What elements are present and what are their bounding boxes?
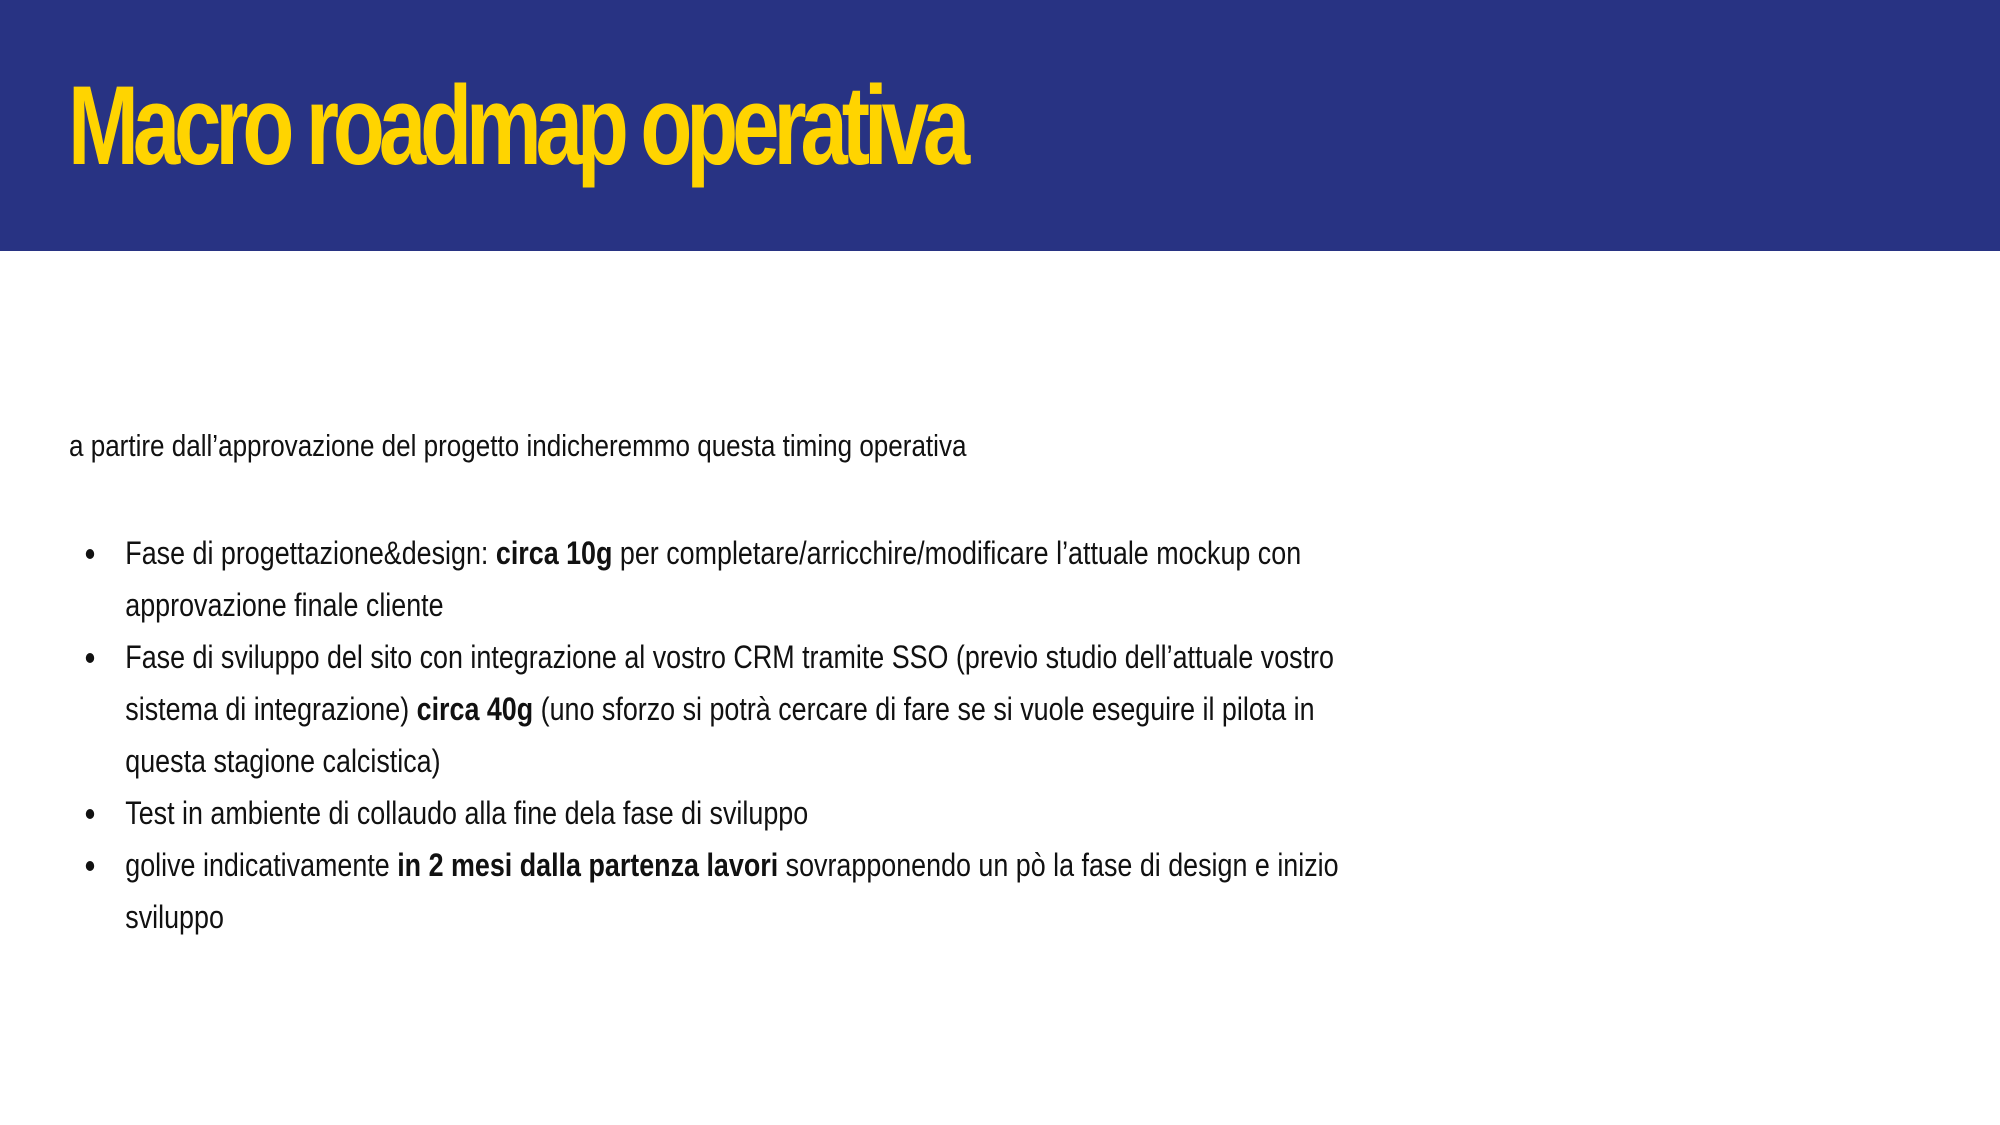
bullet-icon	[86, 653, 94, 663]
roadmap-bullet-golive	[69, 839, 1363, 943]
bullet-text-after: (uno sforzo si potrà cercare di fare se si vuole eseguire il pilota in questa stagione calcistica)	[125, 691, 1315, 779]
header-band	[0, 0, 2000, 251]
bullet-text	[125, 847, 1338, 935]
bullet-icon	[86, 861, 94, 871]
slide-content	[69, 424, 1569, 943]
bullet-text-before: Fase di sviluppo del sito con integrazione al vostro CRM tramite SSO (previo studio dell’attuale vostro sistema di integrazione)	[125, 639, 1334, 727]
bullet-text-after: sovrapponendo un pò la fase di design e inizio sviluppo	[125, 847, 1339, 935]
roadmap-bullet-development	[69, 631, 1363, 787]
bullet-text-bold: circa 10g	[495, 535, 613, 571]
bullet-text-before: golive indicativamente	[125, 847, 398, 883]
bullet-text	[125, 639, 1334, 779]
bullet-text	[125, 535, 1301, 623]
bullet-text-after: per completare/arricchire/modificare l’attuale mockup con approvazione finale cliente	[125, 535, 1302, 623]
bullet-text-before: Fase di progettazione&design:	[125, 535, 496, 571]
bullet-icon	[86, 549, 94, 559]
slide-title: Macro roadmap operativa	[68, 63, 965, 188]
roadmap-bullet-list	[69, 527, 1363, 943]
roadmap-bullet-design	[69, 527, 1363, 631]
bullet-text-bold: circa 40g	[416, 691, 534, 727]
bullet-text-before: Test in ambiente di collaudo alla fine dela fase di sviluppo	[125, 795, 809, 831]
intro-text: a partire dall’approvazione del progetto indicheremmo questa timing operativa	[69, 428, 967, 463]
bullet-text-bold: in 2 mesi dalla partenza lavori	[397, 847, 779, 883]
bullet-text	[125, 795, 808, 831]
roadmap-bullet-test	[69, 787, 1363, 839]
bullet-icon	[86, 809, 94, 819]
